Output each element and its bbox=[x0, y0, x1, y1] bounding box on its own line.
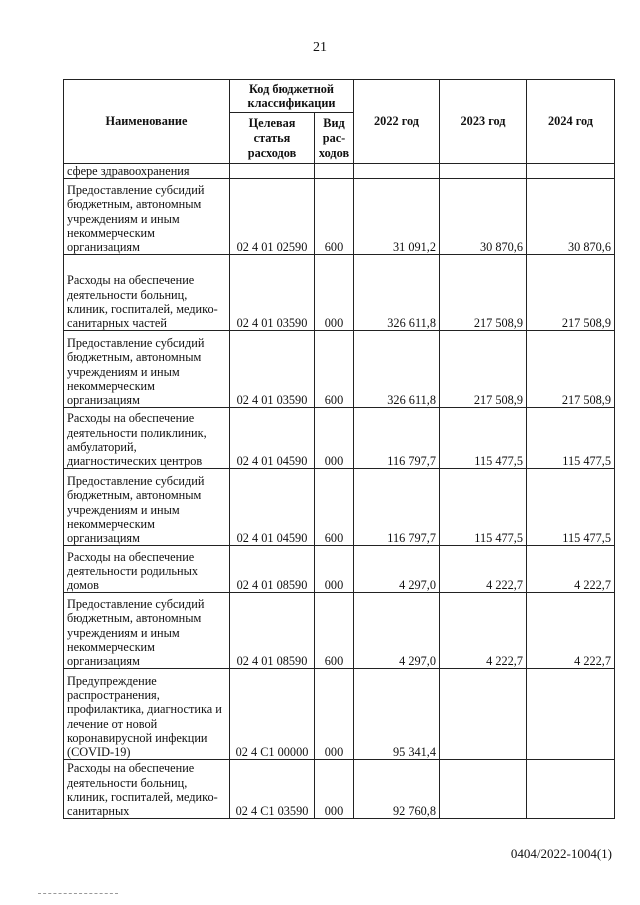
header-expense-type: Вид рас-ходов bbox=[315, 113, 354, 164]
table-row bbox=[64, 179, 615, 255]
row-2024 bbox=[527, 760, 615, 819]
header-target-article: Целевая статья расходов bbox=[230, 113, 315, 164]
header-name: Наименование bbox=[64, 80, 230, 164]
row-name: Предоставление субсидий бюджетным, автономным учреждениям и иным некоммерческим организациям bbox=[64, 593, 230, 669]
row-2024: 217 508,9 bbox=[527, 331, 615, 408]
table-row bbox=[64, 331, 615, 408]
row-2023: 115 477,5 bbox=[440, 469, 527, 546]
row-expense-type: 600 bbox=[315, 469, 354, 546]
row-expense-type: 000 bbox=[315, 255, 354, 331]
row-name: сфере здравоохранения bbox=[64, 164, 230, 179]
row-2022: 326 611,8 bbox=[354, 255, 440, 331]
row-name: Предупреждение распространения, профилактика, диагностика и лечение от новой коронавирусной инфекции (COVID-19) bbox=[64, 669, 230, 760]
header-kbk: Код бюджетной классификации bbox=[230, 80, 354, 113]
header-row-top bbox=[64, 80, 615, 113]
row-2022: 116 797,7 bbox=[354, 469, 440, 546]
row-expense-type: 600 bbox=[315, 331, 354, 408]
row-name: Предоставление субсидий бюджетным, автономным учреждениям и иным некоммерческим организациям bbox=[64, 331, 230, 408]
header-2022: 2022 год bbox=[354, 80, 440, 164]
header-2023: 2023 год bbox=[440, 80, 527, 164]
row-2023 bbox=[440, 760, 527, 819]
document-code: 0404/2022-1004(1) bbox=[510, 846, 612, 861]
row-name: Расходы на обеспечение деятельности больниц, клиник, госпиталей, медико-санитарных частей bbox=[64, 255, 230, 331]
row-2022: 4 297,0 bbox=[354, 593, 440, 669]
row-2023: 4 222,7 bbox=[440, 546, 527, 593]
row-2022: 92 760,8 bbox=[354, 760, 440, 819]
row-target-article: 02 4 01 02590 bbox=[230, 179, 315, 255]
row-2024: 4 222,7 bbox=[527, 593, 615, 669]
row-2024: 115 477,5 bbox=[527, 469, 615, 546]
row-2022 bbox=[354, 164, 440, 179]
page-number: 21 bbox=[313, 40, 327, 55]
row-name: Предоставление субсидий бюджетным, автономным учреждениям и иным некоммерческим организациям bbox=[64, 179, 230, 255]
row-2023 bbox=[440, 164, 527, 179]
budget-table bbox=[63, 79, 615, 819]
table-row bbox=[64, 408, 615, 469]
row-expense-type: 000 bbox=[315, 546, 354, 593]
table-row bbox=[64, 164, 615, 179]
row-target-article: 02 4 01 03590 bbox=[230, 331, 315, 408]
row-expense-type: 000 bbox=[315, 408, 354, 469]
table-row bbox=[64, 760, 615, 819]
row-name: Расходы на обеспечение деятельности больниц, клиник, госпиталей, медико-санитарных bbox=[64, 760, 230, 819]
row-target-article: 02 4 С1 00000 bbox=[230, 669, 315, 760]
row-target-article: 02 4 01 08590 bbox=[230, 546, 315, 593]
table-row bbox=[64, 469, 615, 546]
row-target-article: 02 4 С1 03590 bbox=[230, 760, 315, 819]
table-row bbox=[64, 669, 615, 760]
row-expense-type: 600 bbox=[315, 179, 354, 255]
row-2023 bbox=[440, 669, 527, 760]
row-target-article: 02 4 01 04590 bbox=[230, 408, 315, 469]
row-2024 bbox=[527, 164, 615, 179]
row-2023: 115 477,5 bbox=[440, 408, 527, 469]
row-2024 bbox=[527, 669, 615, 760]
row-2022: 116 797,7 bbox=[354, 408, 440, 469]
row-name: Расходы на обеспечение деятельности родильных домов bbox=[64, 546, 230, 593]
table-row bbox=[64, 546, 615, 593]
row-target-article bbox=[230, 164, 315, 179]
row-2023: 30 870,6 bbox=[440, 179, 527, 255]
row-2022: 31 091,2 bbox=[354, 179, 440, 255]
row-target-article: 02 4 01 08590 bbox=[230, 593, 315, 669]
row-2022: 95 341,4 bbox=[354, 669, 440, 760]
row-2022: 326 611,8 bbox=[354, 331, 440, 408]
row-2024: 4 222,7 bbox=[527, 546, 615, 593]
row-2024: 115 477,5 bbox=[527, 408, 615, 469]
header-2024: 2024 год bbox=[527, 80, 615, 164]
row-expense-type: 000 bbox=[315, 669, 354, 760]
row-2024: 217 508,9 bbox=[527, 255, 615, 331]
row-expense-type: 600 bbox=[315, 593, 354, 669]
row-2023: 217 508,9 bbox=[440, 255, 527, 331]
row-name: Расходы на обеспечение деятельности поликлиник, амбулаторий, диагностических центров bbox=[64, 408, 230, 469]
row-2022: 4 297,0 bbox=[354, 546, 440, 593]
scan-artifact-line bbox=[38, 893, 118, 894]
table-row bbox=[64, 255, 615, 331]
row-2023: 4 222,7 bbox=[440, 593, 527, 669]
table-row bbox=[64, 593, 615, 669]
row-name: Предоставление субсидий бюджетным, автономным учреждениям и иным некоммерческим организациям bbox=[64, 469, 230, 546]
row-target-article: 02 4 01 03590 bbox=[230, 255, 315, 331]
row-2023: 217 508,9 bbox=[440, 331, 527, 408]
row-expense-type: 000 bbox=[315, 760, 354, 819]
row-expense-type bbox=[315, 164, 354, 179]
row-target-article: 02 4 01 04590 bbox=[230, 469, 315, 546]
row-2024: 30 870,6 bbox=[527, 179, 615, 255]
